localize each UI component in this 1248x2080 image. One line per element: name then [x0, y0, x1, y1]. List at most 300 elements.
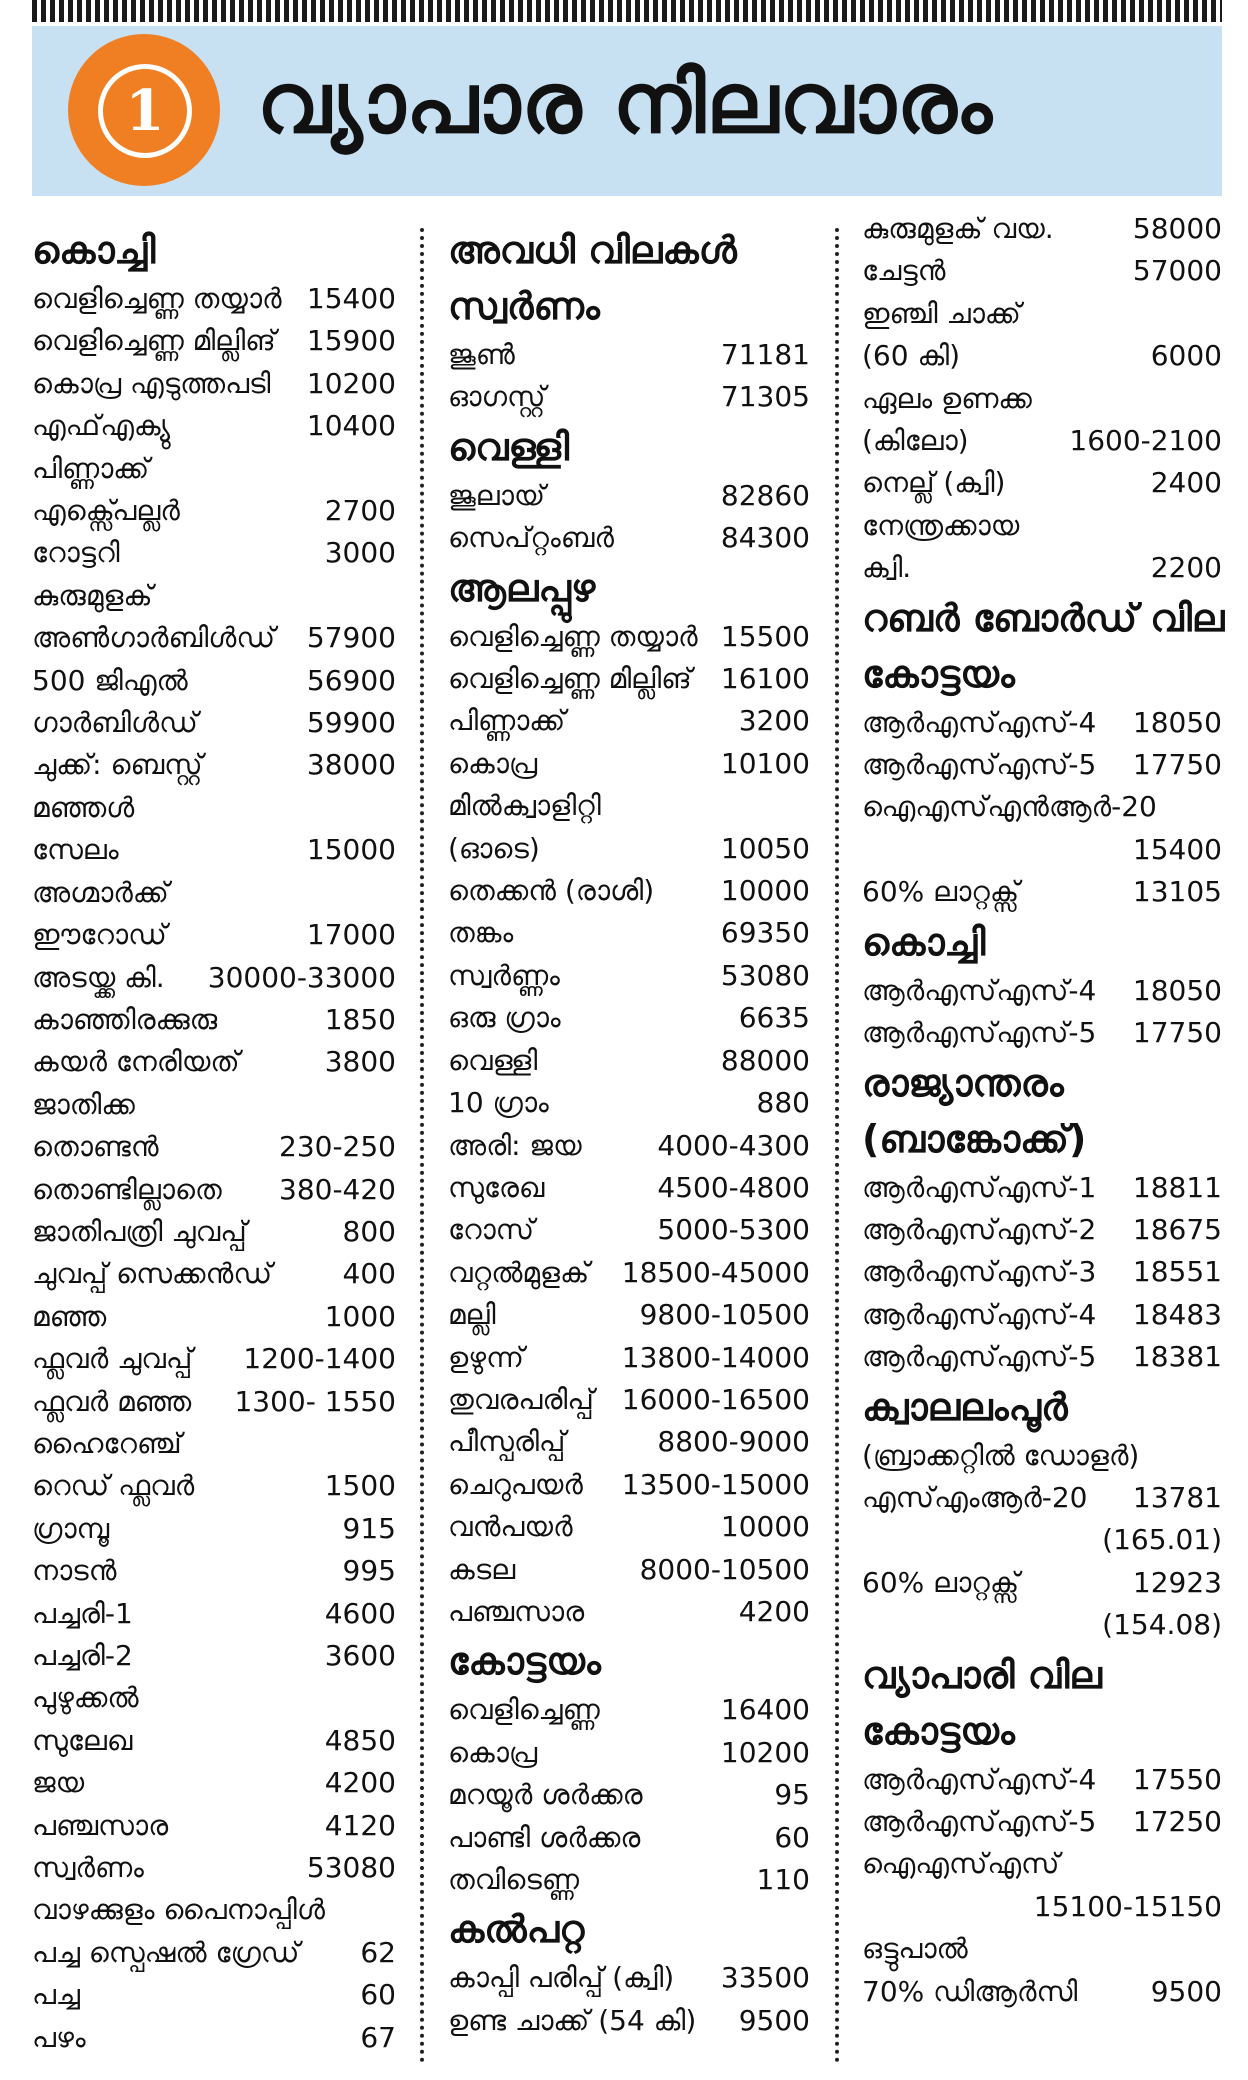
- price-row: [32, 1677, 396, 1719]
- price-row: [448, 616, 810, 658]
- price-label: ആർഎസ്എസ്-4: [862, 705, 1097, 739]
- price-label: സ്വർണം: [32, 1851, 144, 1885]
- price-value: 16100: [720, 662, 810, 696]
- price-label: കാഞ്ഞിരക്കുരു: [32, 1002, 218, 1036]
- price-value: 1850: [324, 1002, 396, 1036]
- price-row: [32, 363, 396, 405]
- price-label: പഞ്ചസാര: [32, 1808, 169, 1842]
- price-value: 230-250: [279, 1130, 396, 1164]
- price-label: എക്സ്പെല്ലർ: [32, 494, 180, 528]
- price-label: റോസ്: [448, 1213, 535, 1247]
- column-divider: [420, 228, 424, 2064]
- price-row: [32, 1508, 396, 1550]
- price-label: സുരേഖ: [448, 1170, 545, 1204]
- price-label: അൺഗാർബിൾഡ്: [32, 621, 276, 655]
- price-value: 15500: [720, 619, 810, 653]
- price-label: ഫ്ലവർ മഞ്ഞ: [32, 1384, 192, 1418]
- price-value: 6635: [738, 1001, 810, 1035]
- price-label: വൻപയർ: [448, 1510, 573, 1544]
- price-value: 400: [342, 1257, 396, 1291]
- price-label: ആർഎസ്എസ്-5: [862, 1340, 1097, 1374]
- price-row: [448, 1252, 810, 1294]
- price-row: [32, 320, 396, 362]
- price-label: ആർഎസ്എസ്-4: [862, 1762, 1097, 1796]
- price-label: നെല്ല് (ക്വി): [862, 466, 1006, 500]
- section-heading: കോട്ടയം: [448, 1639, 601, 1684]
- price-label: 500 ജിഎൽ: [32, 663, 188, 697]
- price-label: പാണ്ടി ശർക്കര: [448, 1820, 641, 1854]
- price-row: [32, 914, 396, 956]
- usd-value: (154.08): [1102, 1608, 1222, 1642]
- price-row: [32, 1889, 396, 1931]
- section-heading: റബർ ബോർഡ് വില: [862, 595, 1225, 640]
- price-row: [862, 335, 1222, 377]
- section-heading: കോട്ടയം: [862, 1708, 1015, 1753]
- price-row: [32, 1593, 396, 1635]
- price-label: സേലം: [32, 833, 119, 867]
- price-value: 57000: [1132, 254, 1222, 288]
- price-label: സുലേഖ: [32, 1723, 133, 1757]
- price-row: [448, 1379, 810, 1421]
- price-row: [448, 912, 810, 954]
- price-row: [32, 1338, 396, 1380]
- price-row: [32, 405, 396, 447]
- usd-value: (165.01): [1102, 1523, 1222, 1557]
- price-list: [32, 278, 396, 2059]
- price-list: [448, 616, 810, 1634]
- price-row: [448, 376, 810, 418]
- top-rule: [32, 0, 1222, 22]
- price-label: മഞ്ഞ: [32, 1299, 107, 1333]
- price-value: 38000: [306, 748, 396, 782]
- price-row: [32, 1932, 396, 1974]
- price-label: കുരുമുളക്: [32, 578, 153, 612]
- price-row: [32, 744, 396, 786]
- price-value: 15900: [306, 324, 396, 358]
- price-value: 71181: [720, 338, 810, 371]
- price-value: 71305: [720, 380, 810, 414]
- price-row: [32, 278, 396, 320]
- price-label: വെളിച്ചെണ്ണ മില്ലിങ്: [448, 662, 692, 696]
- column-divider: [835, 228, 839, 2064]
- price-value: 9800-10500: [639, 1298, 810, 1332]
- price-value: 17250: [1132, 1804, 1222, 1838]
- price-value: 995: [342, 1554, 396, 1588]
- price-label: ഓഗസ്റ്റ്: [448, 380, 546, 414]
- price-row: [448, 1774, 810, 1816]
- price-row: [862, 1562, 1222, 1604]
- price-value: 17750: [1132, 748, 1222, 782]
- price-row: [862, 871, 1222, 913]
- price-label: ഫ്ലവർ ചുവപ്പ്: [32, 1342, 193, 1376]
- section-heading: ആലപ്പുഴ: [448, 565, 596, 610]
- price-value: 10050: [720, 831, 810, 865]
- price-value: 3800: [324, 1045, 396, 1079]
- price-row: [448, 828, 810, 870]
- price-value: 12923: [1132, 1565, 1222, 1599]
- price-value: 33500: [720, 1961, 810, 1995]
- price-value: 82860: [720, 478, 810, 512]
- price-value: 915: [342, 1511, 396, 1545]
- price-row: [448, 1859, 810, 1901]
- price-label: കയർ നേരിയത്: [32, 1045, 240, 1079]
- price-value: 6000: [1150, 339, 1222, 373]
- price-label: ജയ: [32, 1766, 85, 1800]
- price-list: [862, 208, 1222, 590]
- price-value: 60: [360, 1978, 396, 2012]
- price-label: പച്ച: [32, 1978, 80, 2012]
- price-label: 10 ഗ്രാം: [448, 1086, 549, 1120]
- badge-number: 1: [98, 64, 192, 158]
- price-label: (ഓടെ): [448, 831, 540, 865]
- column-rubber-prices: [862, 212, 1225, 2013]
- price-label: ഒട്ടുപാൽ: [862, 1932, 968, 1966]
- price-value: 3000: [324, 536, 396, 570]
- price-label: ജൂലായ്: [448, 478, 545, 512]
- price-list: [448, 1689, 810, 1901]
- price-label: റെഡ് ഫ്ലവർ: [32, 1469, 195, 1503]
- price-row: [448, 1957, 810, 1999]
- section-heading: കൽപറ്റ: [448, 1907, 585, 1952]
- price-value: 18050: [1132, 705, 1222, 739]
- price-value: 62: [360, 1935, 396, 1969]
- price-value: 56900: [306, 663, 396, 697]
- price-value: 30000-33000: [207, 960, 396, 994]
- price-value: 2400: [1150, 466, 1222, 500]
- price-row: [862, 378, 1222, 420]
- price-row: [448, 658, 810, 700]
- price-value: 10000: [720, 1510, 810, 1544]
- price-row: [448, 1464, 810, 1506]
- price-label: പിണ്ണാക്ക്: [32, 451, 150, 485]
- price-row: [32, 1041, 396, 1083]
- price-value: 1000: [324, 1299, 396, 1333]
- price-row: [448, 955, 810, 997]
- price-row: [448, 1082, 810, 1124]
- price-row: [448, 1591, 810, 1633]
- price-label: വെളിച്ചെണ്ണ തയ്യാർ: [32, 282, 282, 315]
- price-value: 4500-4800: [657, 1170, 810, 1204]
- price-label: വാഴക്കുളം പൈനാപ്പിൾ: [32, 1893, 325, 1927]
- price-row: [862, 1012, 1222, 1054]
- price-label: ചേട്ടൻ: [862, 254, 946, 288]
- price-label: (കിലോ): [862, 424, 969, 458]
- price-label: പഴം: [32, 2020, 86, 2054]
- price-value: 16000-16500: [621, 1382, 810, 1416]
- price-value: 53080: [720, 958, 810, 992]
- price-row: [32, 1126, 396, 1168]
- price-row: [448, 1209, 810, 1251]
- price-value: 380-420: [279, 1172, 396, 1206]
- price-label: കാപ്പി പരിപ്പ് (ക്വി): [448, 1961, 675, 1995]
- price-label: ക്വി.: [862, 551, 912, 585]
- price-value: 1500: [324, 1469, 396, 1503]
- price-row: [32, 872, 396, 914]
- price-label: പച്ചരി-1: [32, 1596, 133, 1630]
- price-value: 10200: [306, 366, 396, 400]
- price-value: 13781: [1132, 1480, 1222, 1514]
- price-label: കുരുമുളക് വയ.: [862, 212, 1054, 245]
- price-row: [862, 1209, 1222, 1251]
- price-label: മിൽക്വാളിറ്റി: [448, 789, 601, 823]
- price-row: [862, 1167, 1222, 1209]
- price-label: കടല: [448, 1552, 516, 1586]
- price-value: 17550: [1132, 1762, 1222, 1796]
- price-value: 3600: [324, 1639, 396, 1672]
- price-value: 84300: [720, 521, 810, 555]
- price-value: 3200: [738, 704, 810, 738]
- price-label: ആർഎസ്എസ്-4: [862, 1297, 1097, 1331]
- price-label: തെക്കൻ (രാശി): [448, 874, 655, 908]
- price-row: [862, 744, 1222, 786]
- price-label: സ്വർണ്ണം: [448, 958, 560, 992]
- price-value: 15400: [1132, 832, 1222, 866]
- price-value: 4120: [324, 1808, 396, 1842]
- price-row: [32, 575, 396, 617]
- price-value: 16400: [720, 1693, 810, 1727]
- price-label: ആർഎസ്എസ്-3: [862, 1255, 1097, 1289]
- price-value: 4850: [324, 1723, 396, 1757]
- price-row: [448, 2000, 810, 2042]
- price-value: 5000-5300: [657, 1213, 810, 1247]
- price-value: 4200: [324, 1766, 396, 1800]
- price-label: എഫ്എക്യു: [32, 409, 171, 443]
- price-label: ഐഎസ്എൻആർ-20: [862, 790, 1157, 824]
- price-row: [862, 970, 1222, 1012]
- price-label: കൊപ്ര: [448, 1735, 538, 1769]
- price-label: ഗ്രാമ്പൂ: [32, 1511, 110, 1545]
- price-value: 15400: [306, 282, 396, 315]
- price-row: [32, 1974, 396, 2016]
- section-heading: അവധി വിലകൾ: [448, 228, 737, 272]
- price-label: സെപ്റ്റംബർ: [448, 521, 615, 555]
- price-value: 13800-14000: [621, 1340, 810, 1374]
- price-value: 88000: [720, 1043, 810, 1077]
- price-value: 9500: [1150, 1974, 1222, 2008]
- price-label: ഹൈറേഞ്ച്: [32, 1426, 182, 1460]
- price-row: [448, 870, 810, 912]
- price-label: എസ്എംആർ-20: [862, 1480, 1088, 1514]
- price-row: [448, 1294, 810, 1336]
- price-row: [862, 1251, 1222, 1293]
- price-row: [862, 505, 1222, 547]
- price-value: 18675: [1132, 1212, 1222, 1246]
- section-heading: വ്യാപാരി വില: [862, 1652, 1102, 1697]
- price-row: [32, 617, 396, 659]
- price-list: [448, 334, 810, 419]
- price-value: 18050: [1132, 973, 1222, 1007]
- price-row: [32, 2017, 396, 2059]
- price-value: 10000: [720, 874, 810, 908]
- column-futures-alappuzha: [448, 222, 810, 2042]
- price-row: [862, 462, 1222, 504]
- price-value: 1300- 1550: [234, 1384, 396, 1418]
- price-row: [862, 1971, 1222, 2013]
- price-label: ആർഎസ്എസ്-2: [862, 1212, 1097, 1246]
- price-label: തൊണ്ടൻ: [32, 1130, 159, 1164]
- price-row: [32, 1296, 396, 1338]
- price-row: [448, 997, 810, 1039]
- price-label: ആർഎസ്എസ്-1: [862, 1170, 1097, 1204]
- price-row: [32, 490, 396, 532]
- price-label: 70% ഡിആർസി: [862, 1974, 1078, 2008]
- price-label: തവിടെണ്ണ: [448, 1863, 579, 1896]
- price-value: 60: [774, 1820, 810, 1854]
- price-label: വെള്ളി: [448, 1043, 538, 1077]
- price-row: [32, 829, 396, 871]
- price-value: 10200: [720, 1735, 810, 1769]
- price-label: പഞ്ചസാര: [448, 1594, 585, 1628]
- price-label: അഗ്മാർക്ക്: [32, 875, 169, 909]
- price-label: മല്ലി: [448, 1298, 496, 1332]
- price-value: 53080: [306, 1851, 396, 1885]
- number-badge: [68, 34, 220, 186]
- price-value: 2200: [1150, 551, 1222, 585]
- price-row: [448, 743, 810, 785]
- price-row: [862, 420, 1222, 462]
- price-list: [862, 1759, 1222, 1844]
- price-row: [448, 334, 810, 376]
- section-heading: സ്വർണം: [448, 284, 600, 328]
- price-value: 17000: [306, 918, 396, 952]
- price-value: 8800-9000: [657, 1425, 810, 1459]
- section-heading: രാജ്യാന്തരം: [862, 1060, 1064, 1105]
- price-row: [448, 1549, 810, 1591]
- price-row: [862, 208, 1222, 250]
- section-heading: (ബാങ്കോക്ക്): [862, 1116, 1087, 1161]
- price-value: 18483: [1132, 1297, 1222, 1331]
- price-label: ഉണ്ട ചാക്ക് (54 കി): [448, 2003, 697, 2037]
- price-label: 60% ലാറ്റക്സ്: [862, 875, 1020, 909]
- price-label: വെളിച്ചെണ്ണ മില്ലിങ്: [32, 324, 276, 358]
- price-list: [862, 702, 1222, 787]
- price-row: [32, 999, 396, 1041]
- price-value: 13500-15000: [621, 1467, 810, 1501]
- price-label: റോട്ടറി: [32, 536, 120, 570]
- price-label: പുഴുക്കൽ: [32, 1681, 139, 1715]
- price-label: ജൂൺ: [448, 338, 515, 371]
- price-label: 60% ലാറ്റക്സ്: [862, 1565, 1020, 1599]
- price-label: ഈറോഡ്: [32, 918, 167, 952]
- price-value: 2700: [324, 494, 396, 528]
- price-row: [862, 702, 1222, 744]
- page-title: വ്യാപാര നിലവാരം: [257, 54, 993, 152]
- price-label: ചുക്ക്: ബെസ്റ്റ്: [32, 748, 203, 782]
- price-value: 13105: [1132, 875, 1222, 909]
- price-row: [32, 448, 396, 490]
- price-row: [448, 785, 810, 827]
- price-row: [448, 1817, 810, 1859]
- price-value: 110: [756, 1863, 810, 1896]
- price-label: തൊണ്ടില്ലാതെ: [32, 1172, 222, 1206]
- price-value: 9500: [738, 2003, 810, 2037]
- price-list: [862, 1167, 1222, 1379]
- price-label: ജാതിപത്രി ചുവപ്പ്: [32, 1214, 247, 1248]
- price-list: [448, 475, 810, 560]
- price-row: [32, 1169, 396, 1211]
- price-row: [32, 1253, 396, 1295]
- price-label: ചെറുപയർ: [448, 1467, 583, 1501]
- price-row: [448, 700, 810, 742]
- price-row: [448, 475, 810, 517]
- price-label: ഏലം ഉണക്ക: [862, 381, 1032, 415]
- price-value: 18381: [1132, 1340, 1222, 1374]
- price-label: ആർഎസ്എസ്-4: [862, 973, 1097, 1007]
- section-heading: കൊച്ചി: [32, 228, 156, 272]
- price-row: [32, 1762, 396, 1804]
- price-row: [448, 1732, 810, 1774]
- price-label: ഇഞ്ചി ചാക്ക്: [862, 296, 1021, 330]
- price-row: [862, 547, 1222, 589]
- price-value: 8000-10500: [639, 1552, 810, 1586]
- price-value: 95: [774, 1778, 810, 1812]
- section-heading: കൊച്ചി: [862, 919, 986, 964]
- price-label: ജാതിക്ക: [32, 1087, 135, 1121]
- price-label: അരി: ജയ: [448, 1128, 582, 1162]
- price-row: [448, 1421, 810, 1463]
- price-value: 18500-45000: [621, 1255, 810, 1289]
- price-label: തങ്കം: [448, 916, 514, 950]
- price-row: [32, 1805, 396, 1847]
- price-label: പിണ്ണാക്ക്: [448, 704, 566, 738]
- price-value: 57900: [306, 621, 396, 655]
- price-row: [862, 1294, 1222, 1336]
- price-label: വെളിച്ചെണ്ണ: [448, 1693, 600, 1727]
- price-row: [862, 250, 1222, 292]
- price-value: 18811: [1132, 1170, 1222, 1204]
- price-row: [32, 1635, 396, 1677]
- price-row: [32, 1084, 396, 1126]
- price-label: കൊപ്ര എടുത്തപടി: [32, 366, 271, 400]
- currency-note: (ബ്രാക്കറ്റിൽ ഡോളർ): [862, 1438, 1140, 1472]
- price-label: അടയ്ക്ക കി.: [32, 960, 165, 994]
- price-row: [448, 1040, 810, 1082]
- price-value: 4000-4300: [657, 1128, 810, 1162]
- price-value: 4200: [738, 1594, 810, 1628]
- price-row: [32, 1720, 396, 1762]
- price-value: 67: [360, 2020, 396, 2054]
- price-label: ആർഎസ്എസ്-5: [862, 748, 1097, 782]
- price-label: നേന്ത്രക്കായ: [862, 508, 1020, 542]
- price-value: 17750: [1132, 1016, 1222, 1050]
- section-heading: കോട്ടയം: [862, 651, 1015, 696]
- price-row: [448, 1167, 810, 1209]
- column-kochi-prices: [32, 222, 396, 2059]
- price-row: [448, 1125, 810, 1167]
- price-label: ഐഎസ്എസ്: [862, 1847, 1060, 1881]
- price-value: 69350: [720, 916, 810, 950]
- price-row: [32, 1211, 396, 1253]
- price-row: [862, 1759, 1222, 1801]
- section-heading: ക്വാലലംപൂർ: [862, 1384, 1068, 1429]
- price-row: [32, 1381, 396, 1423]
- price-label: ആർഎസ്എസ്-5: [862, 1016, 1097, 1050]
- price-row: [448, 517, 810, 559]
- price-row: [448, 1689, 810, 1731]
- price-row: [32, 532, 396, 574]
- price-label: നാടൻ: [32, 1554, 117, 1588]
- price-label: ആർഎസ്എസ്-5: [862, 1804, 1097, 1838]
- price-list: [448, 1957, 810, 2042]
- price-label: ഒരു ഗ്രാം: [448, 1001, 561, 1035]
- price-row: [862, 293, 1222, 335]
- price-label: പച്ച സ്പെഷൽ ഗ്രേഡ്: [32, 1935, 300, 1969]
- price-label: വറ്റൽമുളക്: [448, 1255, 590, 1289]
- section-heading: വെള്ളി: [448, 424, 570, 469]
- price-row: [32, 702, 396, 744]
- price-label: പച്ചരി-2: [32, 1639, 133, 1672]
- price-label: ഉഴുന്ന്: [448, 1340, 524, 1374]
